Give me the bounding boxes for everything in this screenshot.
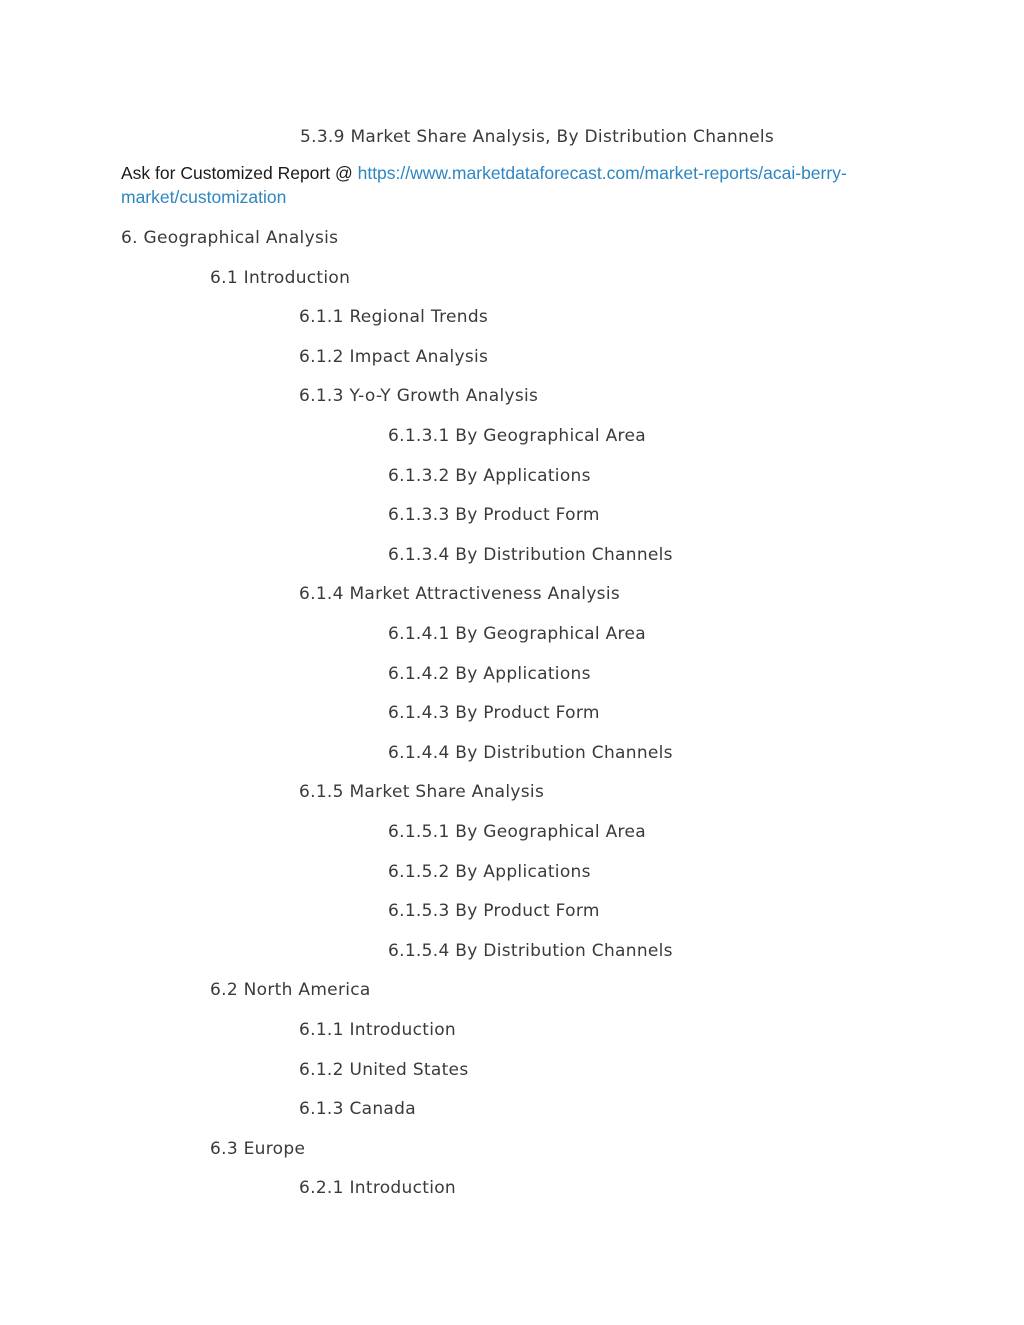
toc-item: 6.1.3.3 By Product Form [388,505,600,525]
toc-item: 6.1.4.2 By Applications [388,664,591,684]
toc-item: 6.1.3.2 By Applications [388,466,591,486]
toc-item-5-3-9: 5.3.9 Market Share Analysis, By Distribution Channels [300,127,775,147]
toc-item: 6.1.3.4 By Distribution Channels [388,545,673,565]
toc-item: 6.1.1 Regional Trends [299,307,489,327]
toc-item: 6.1.5 Market Share Analysis [299,782,545,802]
toc-item: 6.1.5.1 By Geographical Area [388,822,646,842]
toc-item: 6.1.5.4 By Distribution Channels [388,941,673,961]
customization-link[interactable]: https://www.marketdataforecast.com/market-reports/acai-berry-market/customization [121,163,847,207]
toc-item: 6.1.2 Impact Analysis [299,347,489,367]
toc-item: 6.1.2 United States [299,1060,469,1080]
customized-report-request [121,161,901,209]
toc-item: 6.1.3 Canada [299,1099,416,1119]
toc-item: 6.1.5.2 By Applications [388,862,591,882]
toc-item: 6.1 Introduction [210,268,351,288]
toc-item: 6.1.4.4 By Distribution Channels [388,743,673,763]
toc-item: 6.1.4.1 By Geographical Area [388,624,646,644]
toc-item: 6.2 North America [210,980,371,1000]
ask-label: Ask for Customized Report @ [121,163,358,183]
toc-item: 6.1.3 Y-o-Y Growth Analysis [299,386,539,406]
toc-item: 6.1.4 Market Attractiveness Analysis [299,584,621,604]
toc-item: 6.1.5.3 By Product Form [388,901,600,921]
toc-item: 6.1.1 Introduction [299,1020,457,1040]
toc-item: 6.3 Europe [210,1139,306,1159]
toc-item: 6.1.3.1 By Geographical Area [388,426,646,446]
toc-item: 6. Geographical Analysis [121,228,339,248]
toc-item: 6.2.1 Introduction [299,1178,457,1198]
toc-item: 6.1.4.3 By Product Form [388,703,600,723]
